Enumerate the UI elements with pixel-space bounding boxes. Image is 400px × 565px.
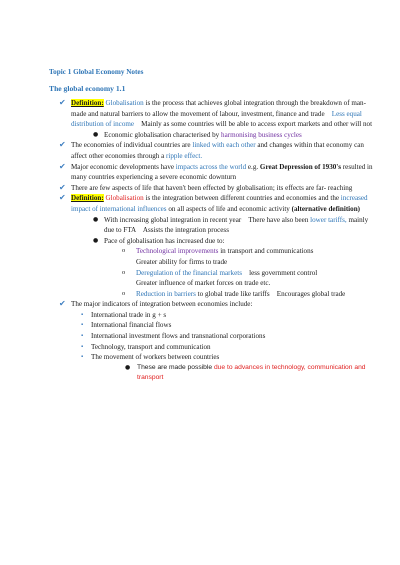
checkmark-icon: ✔	[59, 299, 66, 309]
square-bullet-icon: ▪	[81, 311, 84, 318]
doc-title: Topic 1 Global Economy Notes	[49, 68, 144, 76]
bullet-icon: ●	[93, 215, 99, 223]
checkmark-icon: ✔	[59, 161, 66, 171]
check-item: ✔ The major indicators of integration between economies include:	[59, 299, 253, 309]
definition-label: Definition:	[71, 99, 104, 107]
list-item: ▪ Technology, transport and communication	[81, 342, 211, 351]
check-item: ✔ Definition: Globalisation is the integration between different countries and economies and the increased impact of international influences on all aspects of life and economic activity (alternative definition)	[59, 193, 368, 213]
sub-bullet-item: o Deregulation of the financial markets less government control Greater influence of market forces on trade etc.	[122, 268, 318, 288]
check-item: ✔ There are few aspects of life that haven't been effected by globalisation; its effects are far- reaching	[59, 182, 353, 192]
bullet-icon: ●	[125, 363, 131, 371]
list-item: ▪ International trade in g + s	[81, 310, 167, 319]
sub-bullet-item: o Reduction in barriers to global trade like tariffs Encourages global trade	[122, 289, 346, 298]
list-item: ▪ International financial flows	[81, 321, 172, 330]
circle-bullet-icon: o	[122, 247, 126, 255]
checkmark-icon: ✔	[59, 182, 66, 192]
list-item: ▪ International investment flows and transnational corporations	[81, 332, 266, 341]
circle-bullet-icon: o	[122, 268, 126, 276]
square-bullet-icon: ▪	[81, 343, 84, 350]
bullet-icon: ●	[93, 130, 99, 138]
checkmark-icon: ✔	[59, 193, 66, 203]
list-item: ▪ The movement of workers between countries	[81, 353, 220, 362]
bullet-item: ● Economic globalisation characterised by harmonising business cycles	[93, 130, 302, 139]
circle-bullet-icon: o	[122, 289, 126, 297]
bullet-icon: ●	[93, 236, 99, 244]
checkmark-icon: ✔	[59, 98, 66, 107]
square-bullet-icon: ▪	[81, 333, 84, 340]
square-bullet-icon: ▪	[81, 322, 84, 329]
definition-label: Definition:	[71, 194, 104, 203]
bullet-item: ● Pace of globalisation has increased due to:	[93, 236, 225, 245]
sub-bullet-item: o Technological improvements in transport and communications Greater ability for firms to trade	[122, 247, 314, 266]
bullet-item: ● With increasing global integration in recent year There have also been lower tariffs, mainly due to FTA Assists the integration process	[93, 215, 369, 235]
check-item: ✔ Major economic developments have impacts across the world e.g. Great Depression of 1930's resulted in many countries experiencing a severe economic downturn	[59, 161, 373, 182]
check-item: ✔ The economies of individual countries are linked with each other and changes within that economy can affect other economies through a ripple effect.	[59, 140, 364, 160]
bullet-item: ● These are made possible due to advances in technology, communication and transport	[125, 363, 366, 382]
check-item: ✔ Definition: Globalisation is the process that achieves global integration through the breakdown of man- made and natural barriers to allow the movement of labour, investment, finance and trade Less equal distribution of income Mainly as some countries will be able to access export markets and other will not	[59, 98, 373, 129]
notes-body	[44, 98, 374, 384]
doc-subtitle: The global economy 1.1	[49, 84, 126, 93]
checkmark-icon: ✔	[59, 140, 66, 150]
square-bullet-icon: ▪	[81, 354, 84, 361]
